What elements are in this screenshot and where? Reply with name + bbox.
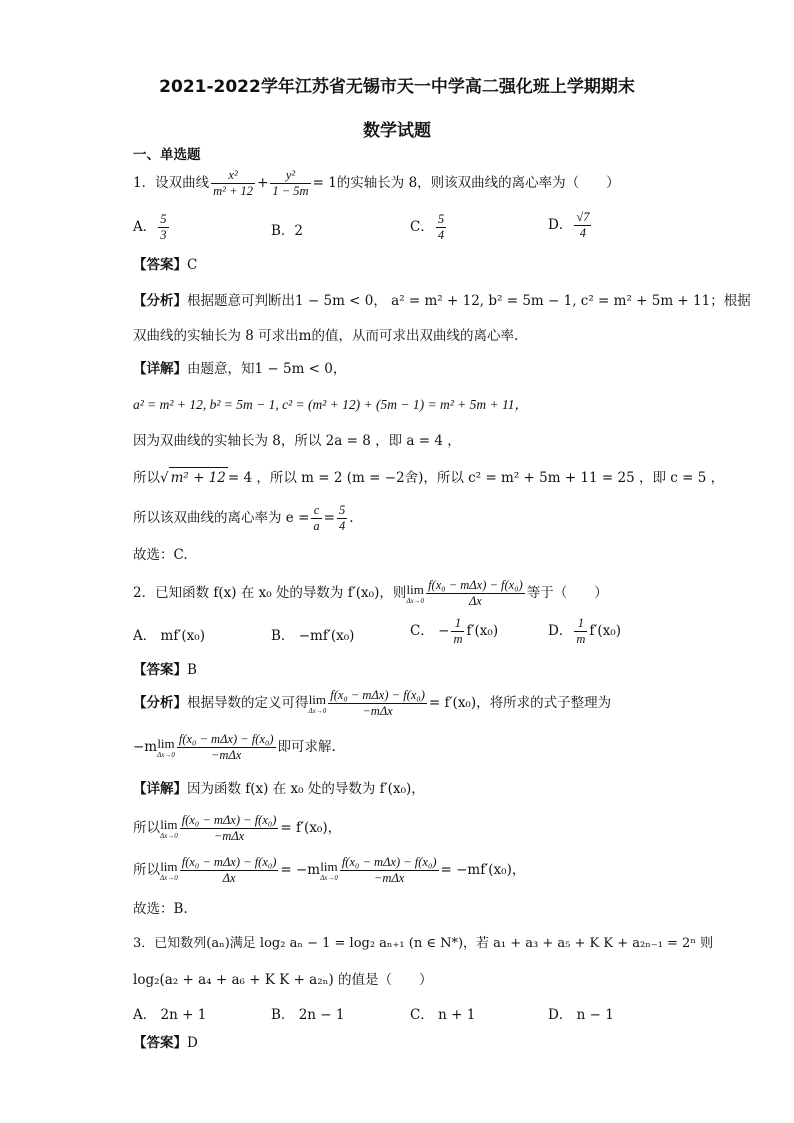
- q2-analysis-lim2-text: lim: [157, 735, 175, 751]
- q2-analysis-lim-text: lim: [308, 691, 327, 707]
- q1-stem-post: = 1的实轴长为 8，则该双曲线的离心率为（ ）: [312, 175, 620, 191]
- q1-option-d-label: D．: [548, 217, 573, 233]
- q3-answer-value: D: [187, 1035, 198, 1051]
- exam-title-line2: 数学试题: [363, 121, 431, 141]
- q2-detail-frac2: [180, 855, 279, 886]
- q1-stem-pre: 1．设双曲线: [133, 175, 210, 191]
- q3-stem-line1: 3．已知数列(aₙ)满足 log₂ aₙ − 1 = log₂ aₙ₊₁ (n ∈ N*)，若 a₁ + a₃ + a₅ + K K + a₂ₙ₋₁ = 2ⁿ 则: [133, 936, 714, 951]
- q2-detail-lim2: [160, 860, 178, 882]
- q1-detail-l5-pre: 所以该双曲线的离心率为 e =: [133, 510, 310, 526]
- q2-detail-lim3: [320, 860, 338, 882]
- q2-analysis-lim-sub: Δx→0: [308, 706, 327, 715]
- q2-detail-lim2-text: lim: [160, 858, 178, 874]
- q2-analysis-lim2: [157, 737, 175, 759]
- q1-frac-y-num: y²: [270, 168, 310, 184]
- q1-option-c-frac: [436, 212, 446, 243]
- q1-detail-l5-post: .: [349, 510, 354, 526]
- q2-analysis-lim: [309, 693, 327, 715]
- q2-option-a: A． mf′(x₀): [133, 628, 205, 644]
- q1-detail-line3: 因为双曲线的实轴长为 8，所以 2a = 8 ，即 a = 4 ，: [133, 433, 461, 449]
- q2-stem-pre: 2．已知函数 f(x) 在 x₀ 处的导数为 f′(x₀)，则: [133, 585, 407, 601]
- q2-choose-value: B.: [173, 901, 188, 917]
- q2-analysis-frac1-den: −mΔx: [362, 704, 393, 718]
- q2-detail-frac1-den: −mΔx: [213, 829, 245, 843]
- q2-analysis-l2-pre: −m: [133, 739, 158, 755]
- q1-detail-sqrt: m² + 12: [169, 467, 228, 488]
- q1-option-c-label: C．: [410, 219, 434, 235]
- q2-option-c-label: C． −: [410, 623, 450, 639]
- q1-analysis-line1: [133, 291, 751, 311]
- q1-detail-frac-54-den: 4: [338, 519, 346, 533]
- q1-answer: [133, 255, 197, 275]
- q2-detail-lim3-sub: Δx→0: [320, 873, 338, 882]
- q2-option-d-num: 1: [574, 616, 587, 632]
- q2-detail-frac2-num: f(x₀ − mΔx) − f(x₀): [181, 855, 277, 869]
- detail-tag: 【详解】: [133, 361, 187, 377]
- q2-stem-frac: [426, 578, 525, 609]
- q2-detail-text1: 因为函数 f(x) 在 x₀ 处的导数为 f′(x₀)，: [187, 781, 425, 797]
- q2-answer-value: B: [187, 662, 197, 678]
- section-heading: 一、单选题: [133, 147, 201, 163]
- q2-detail-line1: [133, 779, 425, 799]
- q2-stem-frac-den: Δx: [468, 594, 482, 608]
- q1-option-c: [410, 212, 448, 243]
- q1-detail-frac-ca-den: a: [313, 519, 320, 533]
- q3-option-d: D． n − 1: [548, 1007, 614, 1023]
- answer-tag: 【答案】: [133, 662, 187, 678]
- q3-option-a: A． 2n + 1: [133, 1007, 207, 1023]
- q1-analysis-text1: 根据题意可判断出1 − 5m < 0， a² = m² + 12, b² = 5m − 1, c² = m² + 5m + 11；根据: [187, 293, 751, 309]
- q1-choose-value: C.: [173, 547, 188, 563]
- q1-option-c-den: 4: [437, 228, 445, 242]
- q2-detail-frac3-den: −mΔx: [373, 871, 405, 885]
- choose-label: 故选：: [133, 901, 174, 917]
- q2-analysis-lim2-sub: Δx→0: [157, 750, 175, 759]
- q2-lim-text: lim: [406, 581, 424, 597]
- q2-option-c-frac: [451, 616, 464, 647]
- q2-detail-frac1-num: f(x₀ − mΔx) − f(x₀): [181, 813, 277, 827]
- analysis-tag: 【分析】: [133, 293, 187, 309]
- q2-analysis-l1-post: = f′(x₀)，将所求的式子整理为: [428, 695, 612, 711]
- q2-detail-frac2-den: Δx: [222, 871, 236, 885]
- q1-detail-line4: 所以√ m² + 12 = 4 ，所以 m = 2 (m = −2舍)，所以 c² = m² + 5m + 11 = 25 ，即 c = 5 ，: [133, 467, 724, 488]
- q1-stem: [133, 168, 620, 199]
- q2-stem-frac-num: f(x₀ − mΔx) − f(x₀): [428, 578, 523, 592]
- answer-tag: 【答案】: [133, 1035, 187, 1051]
- q1-option-b: B．2: [271, 223, 304, 239]
- q2-answer: [133, 660, 197, 680]
- q1-detail-text1: 由题意，知1 − 5m < 0，: [187, 361, 347, 377]
- q2-analysis-l2-post: 即可求解.: [277, 739, 336, 755]
- q2-option-c-num: 1: [451, 616, 464, 632]
- choose-label: 故选：: [133, 547, 174, 563]
- q1-frac-x-num: x²: [211, 168, 255, 184]
- q1-option-d-frac: [574, 210, 591, 241]
- q2-option-d-post: f′(x₀): [589, 623, 621, 639]
- detail-tag: 【详解】: [133, 781, 187, 797]
- q1-detail-frac-ca: [311, 503, 321, 534]
- q2-analysis-frac1: [328, 688, 427, 719]
- q1-frac-x: [211, 168, 255, 199]
- q2-analysis-line1: [133, 688, 611, 719]
- q2-analysis-frac1-num: f(x₀ − mΔx) − f(x₀): [330, 688, 425, 702]
- q2-analysis-l1-pre: 根据导数的定义可得: [187, 695, 309, 711]
- q1-detail-eq: =: [323, 510, 335, 526]
- q1-analysis-line2: 双曲线的实轴长为 8 可求出m的值，从而可求出双曲线的离心率.: [133, 328, 519, 344]
- q1-option-d-num: √7: [576, 210, 590, 224]
- q1-option-d-den: 4: [579, 226, 587, 240]
- q1-option-a-frac: [158, 212, 168, 243]
- analysis-tag: 【分析】: [133, 695, 187, 711]
- q1-plus: +: [257, 175, 269, 191]
- q2-detail-l3-mid: = −m: [280, 862, 321, 878]
- q2-analysis-frac2-den: −mΔx: [211, 748, 242, 762]
- q1-detail-l4-post: = 4 ，所以 m = 2 (m = −2舍)，所以 c² = m² + 5m + 11 = 25 ，即 c = 5 ，: [227, 470, 725, 486]
- q2-analysis-line2: [133, 732, 336, 763]
- q2-option-d-label: D．: [548, 623, 573, 639]
- answer-tag: 【答案】: [133, 257, 187, 273]
- q3-option-b: B． 2n − 1: [271, 1007, 345, 1023]
- q2-stem: [133, 578, 608, 609]
- q1-detail-line5: [133, 503, 354, 534]
- q2-option-d-den: m: [576, 632, 586, 646]
- q3-option-c: C． n + 1: [410, 1007, 476, 1023]
- q2-detail-lim-sub: Δx→0: [160, 831, 178, 840]
- q2-detail-lim: [160, 818, 178, 840]
- q2-detail-lim2-sub: Δx→0: [160, 873, 178, 882]
- q2-option-d: [548, 616, 621, 647]
- q1-option-a-num: 5: [160, 212, 167, 226]
- q1-detail-line2: a² = m² + 12, b² = 5m − 1, c² = (m² + 12) + (5m − 1) = m² + 5m + 11，: [133, 397, 528, 412]
- q2-analysis-frac2: [177, 732, 276, 763]
- q3-stem-line2: log₂(a₂ + a₄ + a₆ + K K + a₂ₙ) 的值是（ ）: [133, 972, 433, 988]
- q2-option-c-post: f′(x₀): [466, 623, 499, 639]
- q2-lim: [406, 583, 424, 605]
- q2-lim-sub: Δx→0: [406, 596, 425, 605]
- q2-detail-l2-pre: 所以: [133, 820, 160, 836]
- q1-choose: [133, 545, 188, 565]
- q1-detail-l4-pre: 所以: [133, 470, 160, 486]
- q2-detail-line3: [133, 855, 525, 886]
- q1-option-d: [548, 210, 593, 241]
- q2-stem-post: 等于（ ）: [526, 585, 608, 601]
- q1-detail-frac-54-num: 5: [338, 503, 346, 517]
- q1-detail-frac-54: [337, 503, 347, 534]
- exam-title-line1: 2021-2022学年江苏省无锡市天一中学高二强化班上学期期末: [159, 77, 635, 97]
- q2-detail-l3-pre: 所以: [133, 862, 160, 878]
- q1-detail-line1: [133, 359, 346, 379]
- q1-frac-y: [270, 168, 310, 199]
- q3-answer: [133, 1033, 198, 1053]
- q2-detail-frac1: [180, 813, 279, 844]
- q1-option-c-num: 5: [437, 212, 445, 226]
- q2-detail-line2: [133, 813, 341, 844]
- q2-option-d-frac: [574, 616, 587, 647]
- q1-option-a-den: 3: [160, 228, 167, 242]
- q1-option-a: [133, 212, 171, 243]
- q2-analysis-frac2-num: f(x₀ − mΔx) − f(x₀): [178, 732, 274, 746]
- q2-option-b: B． −mf′(x₀): [271, 628, 355, 644]
- q2-choose: [133, 899, 188, 919]
- q1-detail-frac-ca-num: c: [311, 503, 321, 519]
- q2-detail-frac3-num: f(x₀ − mΔx) − f(x₀): [341, 855, 437, 869]
- q2-option-c: [410, 616, 498, 647]
- q1-frac-y-den: 1 − 5m: [272, 184, 309, 198]
- q2-detail-l3-post: = −mf′(x₀)，: [440, 862, 526, 878]
- q2-detail-lim3-text: lim: [320, 858, 338, 874]
- q2-detail-l2-post: = f′(x₀)，: [280, 820, 342, 836]
- q2-detail-lim-text: lim: [160, 816, 178, 832]
- q1-option-a-label: A．: [133, 219, 157, 235]
- q2-detail-frac3: [340, 855, 439, 886]
- q2-option-c-den: m: [453, 632, 463, 646]
- q1-frac-x-den: m² + 12: [213, 184, 254, 198]
- q1-answer-value: C: [187, 257, 198, 273]
